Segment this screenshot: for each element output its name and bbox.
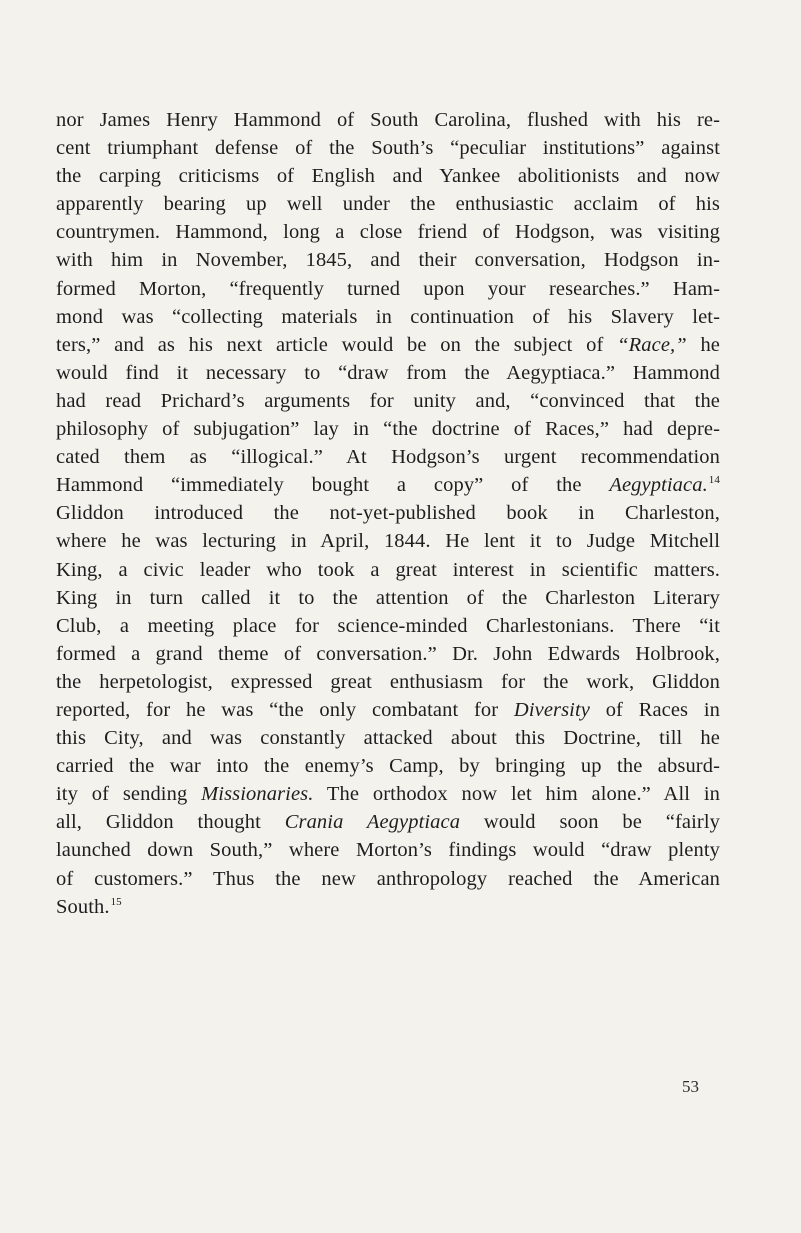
line-text: the carping criticisms of English and Yankee abolitionists and now [56, 165, 720, 188]
text-line [56, 106, 720, 134]
text-line [56, 190, 720, 218]
line-text: reported, for he was “the only combatant for [56, 698, 514, 721]
line-text: of customers.” Thus the new anthropology reached the American [56, 867, 720, 890]
footnote-marker: 14 [708, 474, 720, 487]
line-text: ters,” and as his next article would be on the subject of [56, 333, 618, 356]
text-line [56, 556, 720, 584]
line-text: formed a grand theme of conversation.” Dr. John Edwards Holbrook, [56, 642, 720, 665]
line-text: had read Prichard’s arguments for unity and, “convinced that the [56, 389, 720, 412]
italic-title: Missionaries. [201, 783, 314, 806]
line-text: cated them as “illogical.” At Hodgson’s urgent recommendation [56, 446, 720, 469]
text-line [56, 724, 720, 752]
text-line [56, 246, 720, 274]
line-text: The orthodox now let him alone.” All in [313, 783, 720, 806]
text-line [56, 612, 720, 640]
text-line [56, 836, 720, 864]
line-text: apparently bearing up well under the enthusiastic acclaim of his [56, 193, 720, 216]
text-line [56, 134, 720, 162]
italic-title: Crania Aegyptiaca [284, 811, 461, 834]
text-line [56, 865, 720, 893]
text-line [56, 668, 720, 696]
line-text: formed Morton, “frequently turned upon your researches.” Ham- [56, 277, 720, 300]
text-line [56, 275, 720, 303]
body-text [56, 106, 720, 921]
text-line [56, 527, 720, 555]
text-line [56, 331, 720, 359]
text-line [56, 162, 720, 190]
line-text: carried the war into the enemy’s Camp, by bringing up the absurd- [56, 755, 720, 778]
text-line [56, 780, 720, 808]
line-text: of Races in [589, 698, 721, 721]
line-text: cent triumphant defense of the South’s “peculiar institutions” against [56, 137, 720, 160]
text-line [56, 808, 720, 836]
footnote-marker: 15 [110, 895, 122, 908]
line-text: nor James Henry Hammond of South Carolina, flushed with his re- [56, 109, 720, 131]
line-text: countrymen. Hammond, long a close friend of Hodgson, was visiting [56, 221, 720, 244]
text-line [56, 640, 720, 668]
line-text: the herpetologist, expressed great enthusiasm for the work, Gliddon [56, 670, 720, 693]
text-line [56, 584, 720, 612]
line-text: King in turn called it to the attention of the Charleston Literary [56, 586, 720, 609]
line-text: philosophy of subjugation” lay in “the doctrine of Races,” had depre- [56, 418, 720, 441]
text-line [56, 218, 720, 246]
line-text: Club, a meeting place for science-minded Charlestonians. There “it [56, 614, 720, 637]
line-text: Gliddon introduced the not-yet-published book in Charleston, [56, 502, 720, 525]
line-text: Hammond “immediately bought a copy” of the [56, 474, 610, 497]
italic-title: Aegyptiaca. [609, 474, 708, 497]
line-text: all, Gliddon thought [56, 811, 285, 834]
line-text: would soon be “fairly [460, 811, 720, 834]
text-line [56, 471, 720, 499]
text-line [56, 303, 720, 331]
text-line [56, 696, 720, 724]
italic-title: “Race,” [617, 333, 687, 356]
text-line [56, 893, 720, 921]
text-line [56, 359, 720, 387]
line-text: he [686, 333, 720, 356]
italic-title: Diversity [513, 698, 590, 721]
line-text: would find it necessary to “draw from the Aegyptiaca.” Hammond [56, 361, 720, 384]
line-text: ity of sending [56, 783, 202, 806]
page-number: 53 [682, 1077, 699, 1096]
text-line [56, 387, 720, 415]
line-text: with him in November, 1845, and their conversation, Hodgson in- [56, 249, 720, 272]
line-text: launched down South,” where Morton’s findings would “draw plenty [56, 839, 720, 862]
text-line [56, 443, 720, 471]
text-line [56, 499, 720, 527]
line-text: where he was lecturing in April, 1844. He lent it to Judge Mitchell [56, 530, 720, 553]
text-line [56, 415, 720, 443]
line-text: King, a civic leader who took a great interest in scientific matters. [56, 558, 720, 581]
line-text: this City, and was constantly attacked about this Doctrine, till he [56, 727, 720, 750]
text-line [56, 752, 720, 780]
line-text: South. [56, 895, 110, 918]
line-text: mond was “collecting materials in continuation of his Slavery let- [56, 305, 720, 328]
